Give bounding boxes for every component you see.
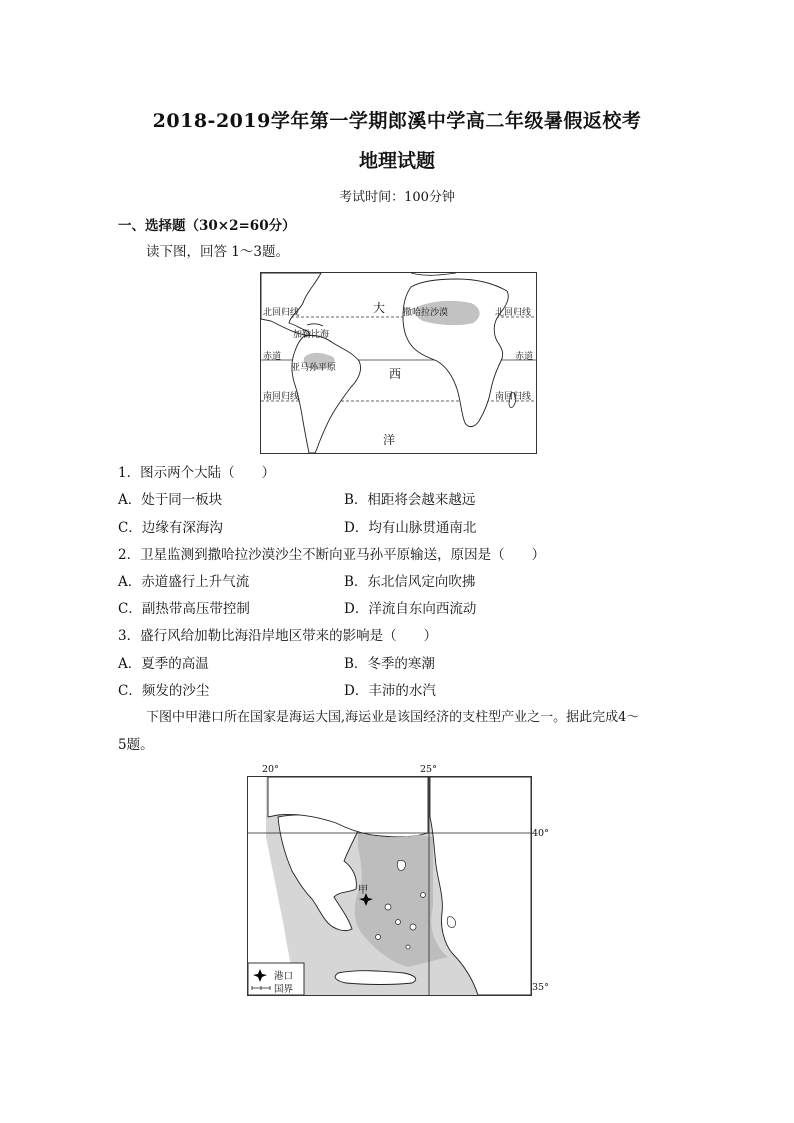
passage-2-line-1: 下图中甲港口所在国家是海运大国,海运业是该国经济的支柱型产业之一。据此完成4～ [146,710,640,725]
island [421,893,426,898]
island [376,935,381,940]
legend-border-label: 国界 [274,984,294,995]
section-intro: 读下图，回答 1～3题。 [146,244,289,260]
question-3-option-a: A．夏季的高温 [118,656,209,672]
south-tropic-label-left: 南回归线 [263,392,300,402]
question-2-option-d: D．洋流自东向西流动 [344,601,477,617]
question-1-option-b: B．相距将会越来越远 [344,492,476,508]
port-label: 甲 [358,885,368,896]
south-america-shape [292,335,361,453]
lat-35-label: 35° [532,982,549,993]
question-1-option-d: D．均有山脉贯通南北 [344,520,477,536]
section-heading: 一、选择题（30×2=60分） [118,218,296,234]
equator-label-right: 赤道 [515,352,534,362]
equator-label-left: 赤道 [263,352,282,362]
exam-time: 考试时间：100分钟 [339,190,455,205]
question-2-option-b: B．东北信风定向吹拂 [344,574,476,590]
greece-map [247,776,532,996]
ocean-char-3: 洋 [383,433,396,447]
question-2-stem: 2．卫星监测到撒哈拉沙漠沙尘不断向亚马孙平原输送，原因是（ ） [118,547,546,563]
atlantic-map [260,272,537,454]
question-1-option-c: C．边缘有深海沟 [118,520,223,536]
question-2-option-c: C．副热带高压带控制 [118,601,250,617]
amazon-label: 亚马孙平原 [291,363,337,373]
europe-fragment [411,273,456,275]
question-3-option-c: C．频发的沙尘 [118,683,210,699]
legend-port-label: 港口 [274,971,294,982]
lon-20-label: 20° [262,764,279,775]
ocean-char-2: 西 [389,367,402,381]
question-2-option-a: A．赤道盛行上升气流 [118,574,250,590]
question-1-option-a: A．处于同一板块 [118,492,223,508]
lon-25-label: 25° [420,764,437,775]
island [410,924,416,930]
ocean-char-1: 大 [373,301,386,315]
question-3-option-b: B．冬季的寒潮 [344,656,435,672]
greece-map-svg [248,777,531,995]
lat-40-label: 40° [532,828,549,839]
crete-island [335,971,416,985]
sahara-label: 撒哈拉沙漠 [403,308,449,318]
question-3-option-d: D．丰沛的水汽 [344,683,436,699]
island [406,945,410,949]
island [396,920,401,925]
exam-title: 2018-2019学年第一学期郎溪中学高二年级暑假返校考 [152,110,642,132]
question-1-stem: 1．图示两个大陆（ ） [118,465,276,481]
island [385,904,391,910]
caribbean-islands [307,324,323,326]
north-tropic-label-left: 北回归线 [263,308,300,318]
subject-title: 地理试题 [358,150,435,172]
passage-2-line-2: 5题。 [118,737,154,753]
question-3-stem: 3．盛行风给加勒比海沿岸地区带来的影响是（ ） [118,628,438,644]
caribbean-label: 加勒比海 [293,330,330,340]
north-tropic-label-right: 北回归线 [495,308,532,318]
south-tropic-label-right: 南回归线 [495,392,532,402]
